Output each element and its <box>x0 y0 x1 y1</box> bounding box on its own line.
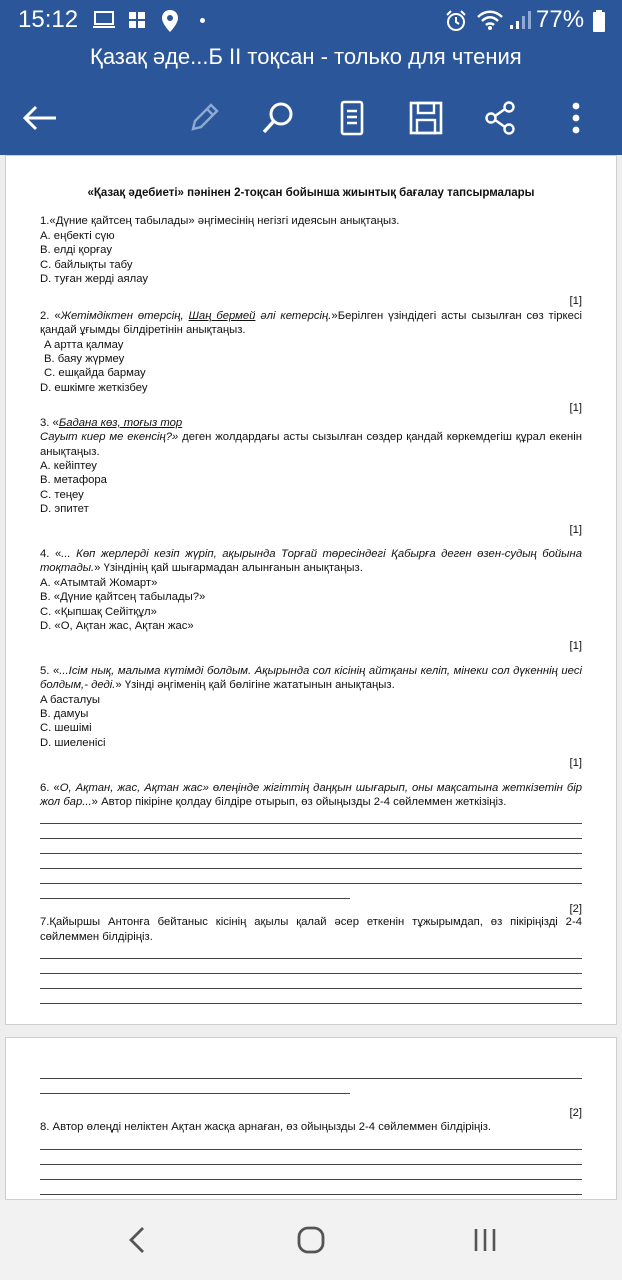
answer-option: D. ешкімге жеткізбеу <box>40 381 148 394</box>
answer-line[interactable] <box>40 1079 350 1094</box>
underlined-phrase: Шаң бермей <box>188 309 256 322</box>
score-mark: [1] <box>569 523 582 536</box>
document-content-page-2 <box>40 1064 582 1195</box>
question-instruction: деген жолдардағы асты сызылған сөздер қандай көркемдегіш құрал екенін анықтаңыз. <box>40 431 582 458</box>
quote-text: Сауыт киер ме екенсің?» <box>40 431 179 444</box>
quote-text: әлі кетерсің. <box>255 309 332 322</box>
answer-option: A артта қалмау <box>44 338 124 351</box>
battery-icon <box>592 9 606 38</box>
question-6 <box>40 781 582 916</box>
search-icon <box>260 100 296 136</box>
document-page-1 <box>5 155 617 1025</box>
answer-line[interactable] <box>40 809 582 824</box>
score-mark: [2] <box>569 903 582 916</box>
document-heading: «Қазақ әдебиеті» пәнінен 2-тоқсан бойынша жиынтық бағалау тапсырмалары <box>87 187 535 199</box>
grid-icon <box>126 9 148 36</box>
laptop-icon <box>92 9 116 36</box>
question-text: 1.«Дүние қайтсең табылады» әңгімесінің негізгі идеясын анықтаңыз. <box>40 215 400 228</box>
question-text <box>40 309 582 338</box>
answer-line[interactable] <box>40 989 582 1004</box>
answer-line[interactable] <box>40 1150 582 1165</box>
answer-line[interactable] <box>40 839 582 854</box>
more-options-button[interactable] <box>556 98 596 138</box>
question-1 <box>40 214 582 308</box>
answer-line[interactable] <box>40 1064 582 1079</box>
answer-option: D. «О, Ақтан жас, Ақтан жас» <box>40 619 194 632</box>
quote-text: ...Ісім нық, малыма күтімді болдым. Ақырында сол кісінің айтқаны келіп, мінеки сол дүкеннің иесі болдым,- деді. <box>40 664 582 692</box>
back-button[interactable] <box>20 98 60 138</box>
question-text <box>40 416 582 430</box>
notification-dot <box>200 18 205 23</box>
nav-recents-button[interactable] <box>460 1220 510 1260</box>
document-title: Қазақ әде...Б II тоқсан - только для чтения <box>90 44 522 69</box>
status-time: 15:12 <box>18 6 79 33</box>
quote-text: О, Ақтан, жас, Ақтан жас» өлеңінде жігіттің даңқын шығарып, оны мақсатына жеткізетін бір жол бар... <box>40 781 582 809</box>
answer-option: C. ешқайда бармау <box>44 367 146 380</box>
question-instruction: »Берілген үзіндідегі асты сызылған сөз тіркесі қандай ұғымды білдіретінін анықтаңыз. <box>40 309 583 337</box>
share-icon <box>482 100 518 136</box>
signal-icon <box>508 9 532 36</box>
answer-option: A. еңбекті сүю <box>40 229 115 242</box>
quote-text: Жетімдіктен өтерсің, <box>60 309 189 322</box>
answer-option: D. туған жерді аялау <box>40 273 149 286</box>
answer-line[interactable] <box>40 1165 582 1180</box>
search-button[interactable] <box>258 98 298 138</box>
score-mark: [2] <box>569 1107 582 1119</box>
score-mark: [1] <box>569 757 582 770</box>
answer-option: B. елді қорғау <box>40 244 112 257</box>
answer-line[interactable] <box>40 944 582 959</box>
quote-open: 2. « <box>40 309 61 322</box>
home-nav-icon <box>296 1225 326 1255</box>
quote-open: 3. « <box>40 416 59 429</box>
answer-option: B. метафора <box>40 474 107 487</box>
answer-line[interactable] <box>40 824 582 839</box>
quote-open: 5. « <box>40 664 60 677</box>
score-mark: [1] <box>569 640 582 653</box>
answer-option: B. «Дүние қайтсең табылады?» <box>40 591 206 604</box>
document-view-icon <box>337 100 367 136</box>
back-arrow-icon <box>22 104 58 132</box>
underlined-phrase: Бадана көз, тоғыз тор <box>58 416 183 429</box>
answer-line[interactable] <box>40 869 582 884</box>
question-7 <box>40 915 582 1004</box>
question-4 <box>40 547 582 654</box>
answer-line[interactable] <box>40 959 582 974</box>
reading-view-button[interactable] <box>332 98 372 138</box>
answer-option: A. кейіптеу <box>40 459 97 472</box>
alarm-icon <box>444 9 468 38</box>
answer-line[interactable] <box>40 1180 582 1195</box>
more-vert-icon <box>570 100 582 136</box>
answer-line[interactable] <box>40 1135 582 1150</box>
toolbar <box>0 80 622 155</box>
question-instruction: » Автор пікіріне қолдау білдіре отырып, өз ойыңызды 2-4 сөйлеммен жеткізіңіз. <box>91 796 507 809</box>
status-bar <box>0 0 622 40</box>
pencil-icon <box>187 101 221 135</box>
question-text <box>40 547 582 576</box>
edit-button[interactable] <box>184 98 224 138</box>
save-button[interactable] <box>406 98 446 138</box>
answer-line[interactable] <box>40 854 582 869</box>
answer-option: A. «Атымтай Жомарт» <box>40 576 158 589</box>
quote-open: 6. « <box>40 781 60 794</box>
answer-option: C. теңеу <box>40 488 84 501</box>
question-8-text: 8. Автор өлеңді неліктен Ақтан жасқа арнаған, өз ойыңызды 2-4 сөйлеммен білдіріңіз. <box>40 1121 492 1134</box>
answer-option: D. шиеленісі <box>40 736 106 749</box>
answer-line[interactable] <box>40 884 350 899</box>
nav-back-button[interactable] <box>112 1220 162 1260</box>
share-button[interactable] <box>480 98 520 138</box>
quote-open: 4. « <box>40 547 62 560</box>
question-2 <box>40 309 582 416</box>
answer-option: D. эпитет <box>40 503 89 516</box>
nav-home-button[interactable] <box>286 1220 336 1260</box>
answer-option: C. шешімі <box>40 722 92 735</box>
recents-nav-icon <box>471 1225 499 1255</box>
document-content <box>40 186 582 1004</box>
answer-option: B. дамуы <box>40 708 89 720</box>
document-page-2 <box>5 1037 617 1200</box>
answer-line[interactable] <box>40 974 582 989</box>
back-nav-icon <box>127 1225 147 1255</box>
question-5 <box>40 664 582 771</box>
question-instruction: » Үзінді әңгіменің қай бөлігіне жататынын анықтаңыз. <box>115 679 395 692</box>
title-bar <box>0 40 622 80</box>
save-icon <box>408 100 444 136</box>
location-icon <box>160 9 180 38</box>
answer-option: C. байлықты табу <box>40 258 133 271</box>
wifi-icon <box>476 9 504 36</box>
system-nav-bar <box>0 1200 622 1280</box>
question-text <box>40 664 582 693</box>
question-3 <box>40 416 582 537</box>
score-mark: [1] <box>569 402 582 415</box>
question-text: 7.Қайыршы Антонға бейтаныс кісінің ақылы қалай әсер еткенін тұжырымдап, өз пікіріңізді 2-4 сөйлеммен білдіріңіз. <box>40 916 582 943</box>
score-mark: [1] <box>569 295 582 308</box>
answer-option: C. «Қыпшақ Сейітқұл» <box>40 605 157 618</box>
battery-percent: 77% <box>536 6 585 33</box>
answer-option: A бастaлуы <box>40 693 101 706</box>
question-text <box>40 781 582 810</box>
question-instruction: » Үзіндінің қай шығармадан алынғанын анықтаңыз. <box>94 562 363 575</box>
question-text <box>40 430 582 459</box>
answer-option: B. баяу жүрмеу <box>44 353 125 366</box>
quote-text: ... Көп жерлерді кезіп жүріп, ақырында Торғай төресіндегі Қабырға деген өзен-судың бойына тоқтады. <box>40 547 582 575</box>
